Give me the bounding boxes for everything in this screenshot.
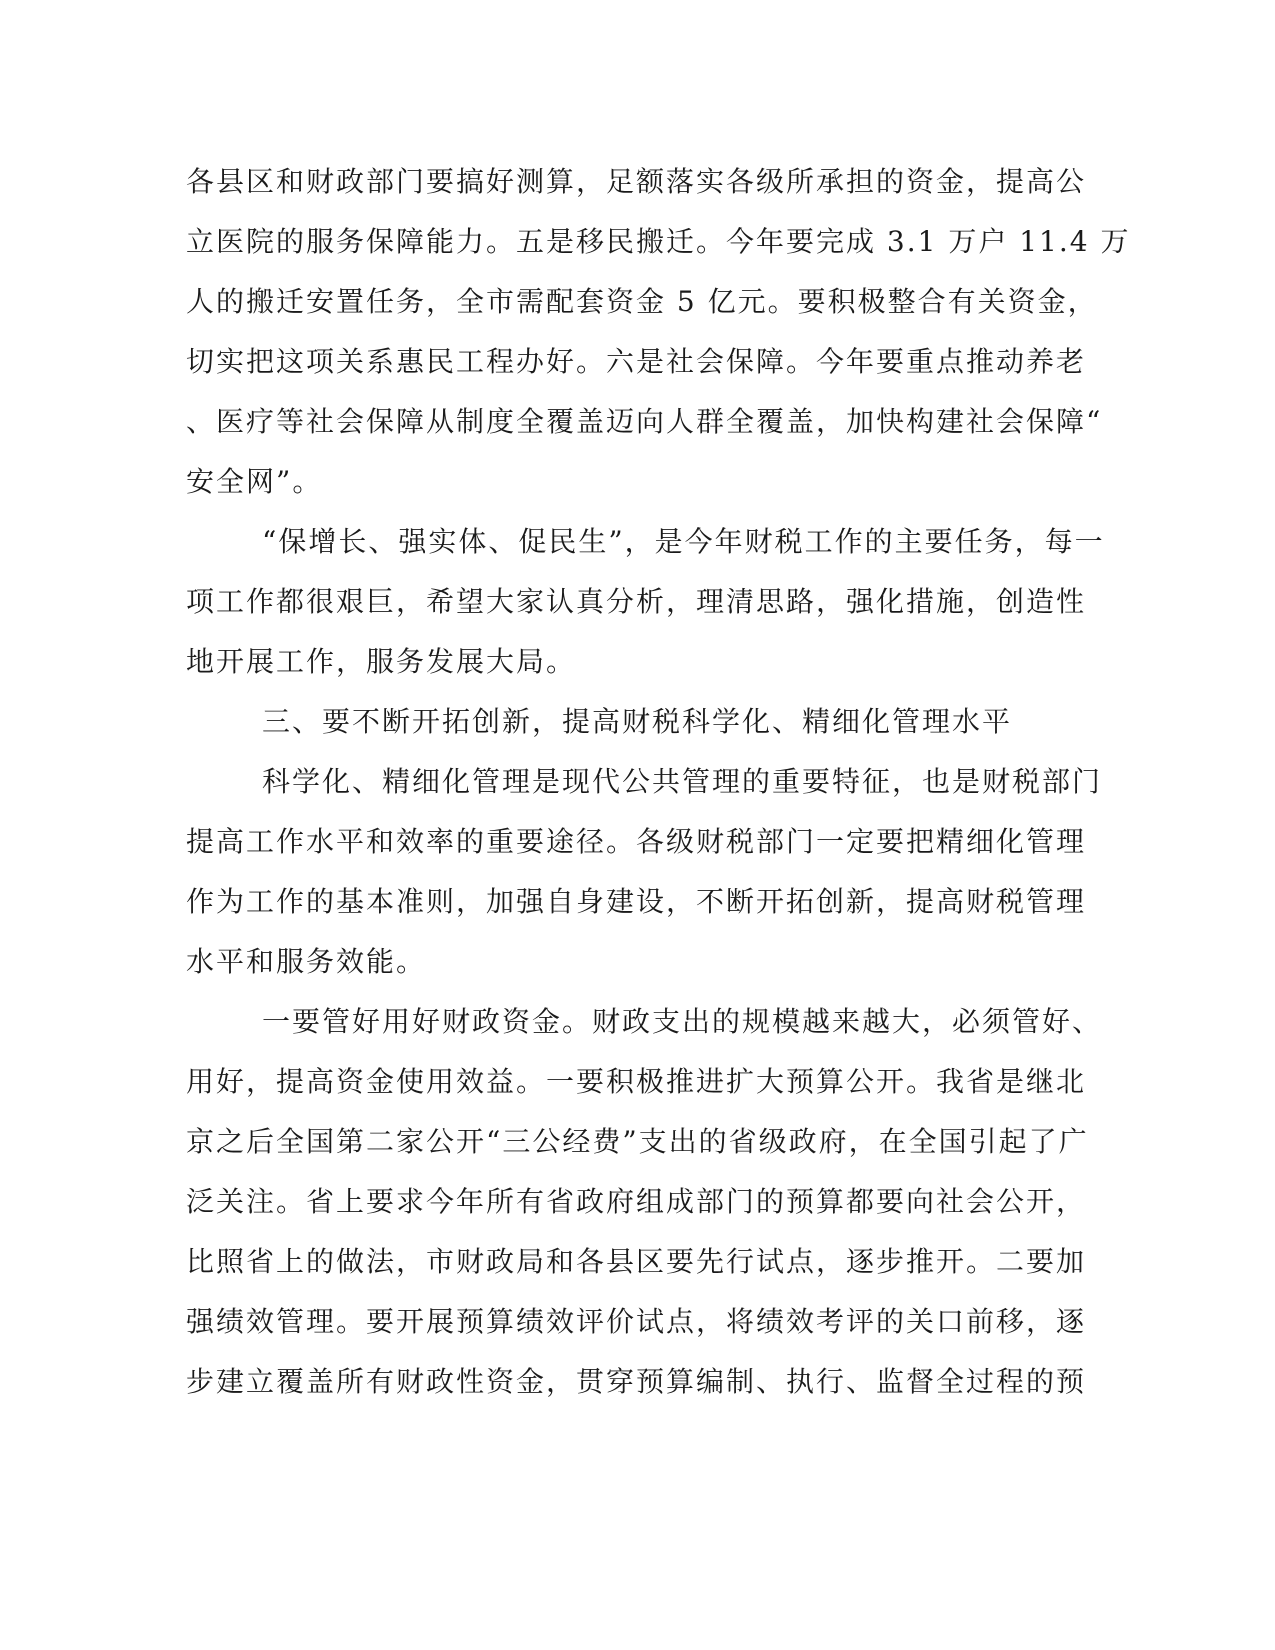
text-line-9: 地开展工作，服务发展大局。 <box>186 645 577 678</box>
section-heading: 三、要不断开拓创新，提高财税科学化、精细化管理水平 <box>262 705 1013 738</box>
text-line-19: 比照省上的做法，市财政局和各县区要先行试点，逐步推开。二要加 <box>186 1245 1087 1278</box>
text-line-8: 项工作都很艰巨，希望大家认真分析，理清思路，强化措施，创造性 <box>186 585 1087 618</box>
text-line-4: 切实把这项关系惠民工程办好。六是社会保障。今年要重点推动养老 <box>186 345 1087 378</box>
text-line-12: 提高工作水平和效率的重要途径。各级财税部门一定要把精细化管理 <box>186 825 1087 858</box>
text-line-1: 各县区和财政部门要搞好测算，足额落实各级所承担的资金，提高公 <box>186 165 1087 198</box>
text-line-3: 人的搬迁安置任务，全市需配套资金 5 亿元。要积极整合有关资金， <box>186 285 1098 318</box>
body-text <box>186 152 1131 1412</box>
text-line-17: 京之后全国第二家公开“三公经费”支出的省级政府，在全国引起了广 <box>186 1125 1089 1158</box>
text-line-14: 水平和服务效能。 <box>186 945 427 978</box>
text-line-5: 、医疗等社会保障从制度全覆盖迈向人群全覆盖，加快构建社会保障“ <box>186 405 1103 438</box>
text-line-20: 强绩效管理。要开展预算绩效评价试点，将绩效考评的关口前移，逐 <box>186 1305 1087 1338</box>
text-line-21: 步建立覆盖所有财政性资金，贯穿预算编制、执行、监督全过程的预 <box>186 1365 1087 1398</box>
text-line-7: “保增长、强实体、促民生”，是今年财税工作的主要任务，每一 <box>262 525 1105 558</box>
text-line-15: 一要管好用好财政资金。财政支出的规模越来越大，必须管好、 <box>262 1005 1103 1038</box>
text-line-6: 安全网”。 <box>186 465 323 498</box>
text-line-11: 科学化、精细化管理是现代公共管理的重要特征，也是财税部门 <box>262 765 1103 798</box>
text-line-16: 用好，提高资金使用效益。一要积极推进扩大预算公开。我省是继北 <box>186 1065 1087 1098</box>
text-line-13: 作为工作的基本准则，加强自身建设，不断开拓创新，提高财税管理 <box>186 885 1087 918</box>
text-line-18: 泛关注。省上要求今年所有省政府组成部门的预算都要向社会公开， <box>186 1185 1087 1218</box>
text-line-2: 立医院的服务保障能力。五是移民搬迁。今年要完成 3.1 万户 11.4 万 <box>186 225 1131 258</box>
